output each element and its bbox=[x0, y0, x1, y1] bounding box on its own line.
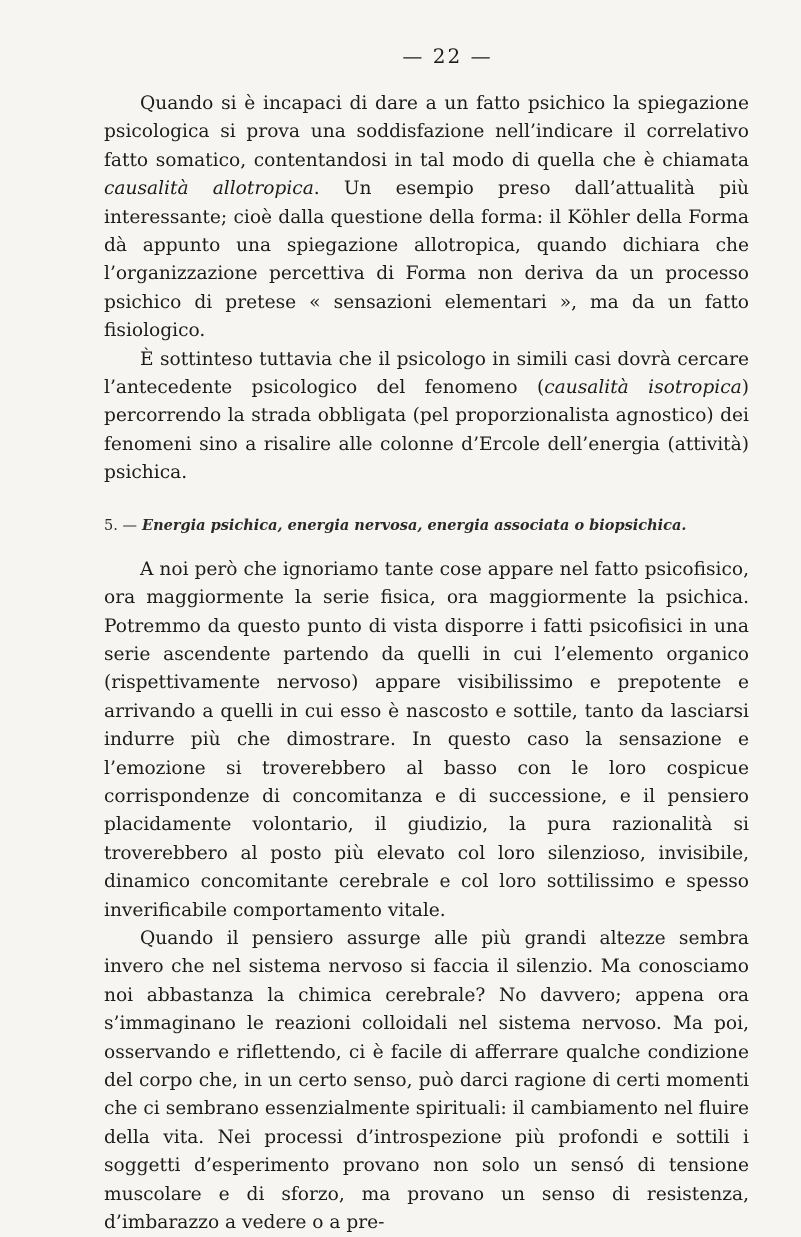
paragraph-4: Quando il pensiero assurge alle più grandi altezze sembra invero che nel sistema nervoso si faccia il silenzio. Ma conosciamo noi abbastanza la chimica cerebrale? No davvero; appena ora s’immaginano le reazioni colloidali nel sistema nervoso. Ma poi, osservando e riflettendo, ci è facile di afferrare qualche condizione del corpo che, in un certo senso, può darci ragione di certi momenti che ci sembrano essenzialmente spirituali: il cambiamento nel fluire della vita. Nei processi d’introspezione più profondi e sottili i soggetti d’esperimento provano non solo un sensó di tensione muscolare e di sforzo, ma provano un senso di resistenza, d’imbarazzo a vedere o a pre- bbox=[104, 927, 749, 1234]
section-title: Energia psichica, energia nervosa, energia associata o biopsichica. bbox=[142, 516, 687, 534]
paragraph-2-text-a: È sottinteso tuttavia che il psicologo in simili casi dovrà cercare l’antecedente psicologico del fenomeno ( bbox=[104, 348, 749, 399]
paragraph-2 bbox=[104, 346, 749, 488]
page-number: — 22 — bbox=[402, 44, 493, 68]
paragraph-1-emphasis: causalità allotropica bbox=[104, 178, 314, 200]
section-heading bbox=[104, 516, 749, 536]
paragraph-2-text-c: ) percorrendo la strada obbligata (pel proporzionalista agnostico) dei fenomeni sino a risalire alle colonne d’Ercole dell’energia (attività) psichica. bbox=[104, 377, 749, 484]
paragraph-3: A noi però che ignoriamo tante cose appare nel fatto psicofisico, ora maggiormente la serie fisica, ora maggiormente la psichica. Potremmo da questo punto di vista disporre i fatti psicofisici in una serie ascendente partendo da quelli in cui l’elemento organico (rispettivamente nervoso) appare visibilissimo e prepotente e arrivando a quelli in cui esso è nascosto e sottile, tanto da lasciarsi indurre più che dimostrare. In questo caso la sensazione e l’emozione si troverebbero al basso con le loro cospicue corrispondenze di concomitanza e di successione, e il pensiero placidamente volontario, il giudizio, la pura razionalità si troverebbero al posto più elevato col loro silenzioso, invisibile, dinamico concomitante cerebrale e col loro sottilissimo e spesso inverificabile comportamento vitale. bbox=[104, 558, 749, 921]
section-number: 5. — bbox=[104, 517, 137, 534]
paragraph-1-text-a: Quando si è incapaci di dare a un fatto psichico la spiegazione psicologica si prova una soddisfazione nell’indicare il correlativo fatto somatico, contentandosi in tal modo di quella che è chiamata bbox=[104, 93, 749, 171]
paragraph-1 bbox=[104, 90, 749, 346]
paragraph-1-text-c: . Un esempio preso dall’attualità più interessante; cioè dalla questione della forma: il Köhler della Forma dà appunto una spiegazione allotropica, quando dichiara che l’organizzazione percettiva di Forma non deriva da un processo psichico di pretese « sensazioni elementari », ma da un fatto fisiologico. bbox=[104, 178, 749, 342]
paragraph-2-emphasis: causalità isotropica bbox=[544, 377, 742, 399]
